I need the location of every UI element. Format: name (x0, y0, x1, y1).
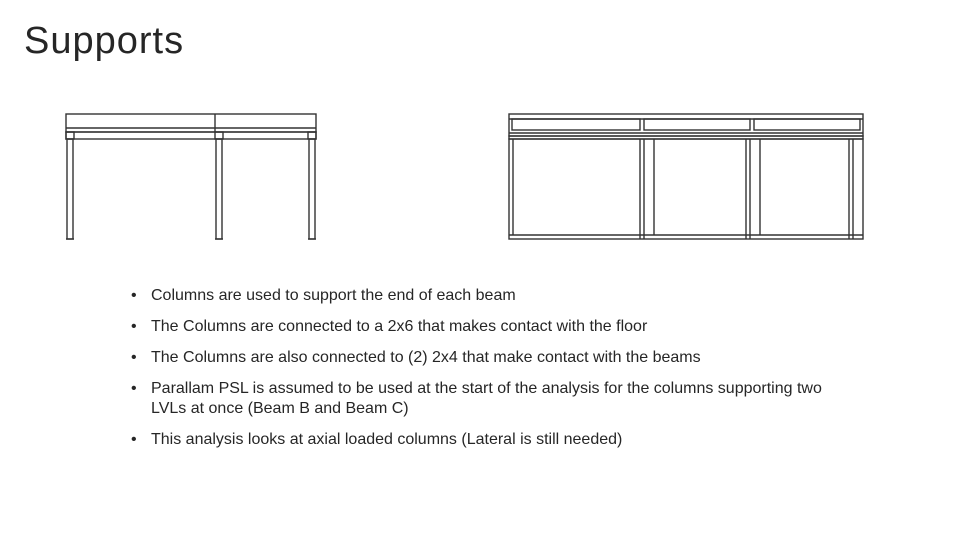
bullet-dot: • (131, 287, 137, 304)
bullet-text: The Columns are also connected to (2) 2x4 that make contact with the beams (151, 349, 701, 366)
slide-title: Supports (24, 20, 185, 62)
frame-elevation-drawing-left (60, 108, 325, 244)
bullet-dot: • (131, 349, 137, 366)
bullet-dot: • (131, 431, 137, 448)
bullet-item (130, 286, 830, 306)
bullet-item (130, 317, 830, 337)
bullet-item (130, 348, 830, 368)
frame-outline (509, 139, 863, 239)
bullet-dot: • (131, 380, 137, 397)
column-middle (216, 139, 222, 239)
frame-elevation-drawing-right (503, 108, 869, 244)
beam-top (66, 114, 316, 132)
bullet-item (130, 430, 830, 450)
bullet-text: This analysis looks at axial loaded columns (Lateral is still needed) (151, 431, 623, 448)
bullet-dot: • (131, 318, 137, 335)
bullet-text: Parallam PSL is assumed to be used at the start of the analysis for the columns supporting two LVLs at once (Beam B and Beam C) (151, 380, 822, 417)
bullet-text: The Columns are connected to a 2x6 that makes contact with the floor (151, 318, 648, 335)
beam-plate (66, 132, 316, 139)
column-left (67, 139, 73, 239)
column-right (309, 139, 315, 239)
bullet-item (130, 379, 830, 419)
bullet-list (130, 286, 830, 461)
bullet-text: Columns are used to support the end of each beam (151, 287, 516, 304)
